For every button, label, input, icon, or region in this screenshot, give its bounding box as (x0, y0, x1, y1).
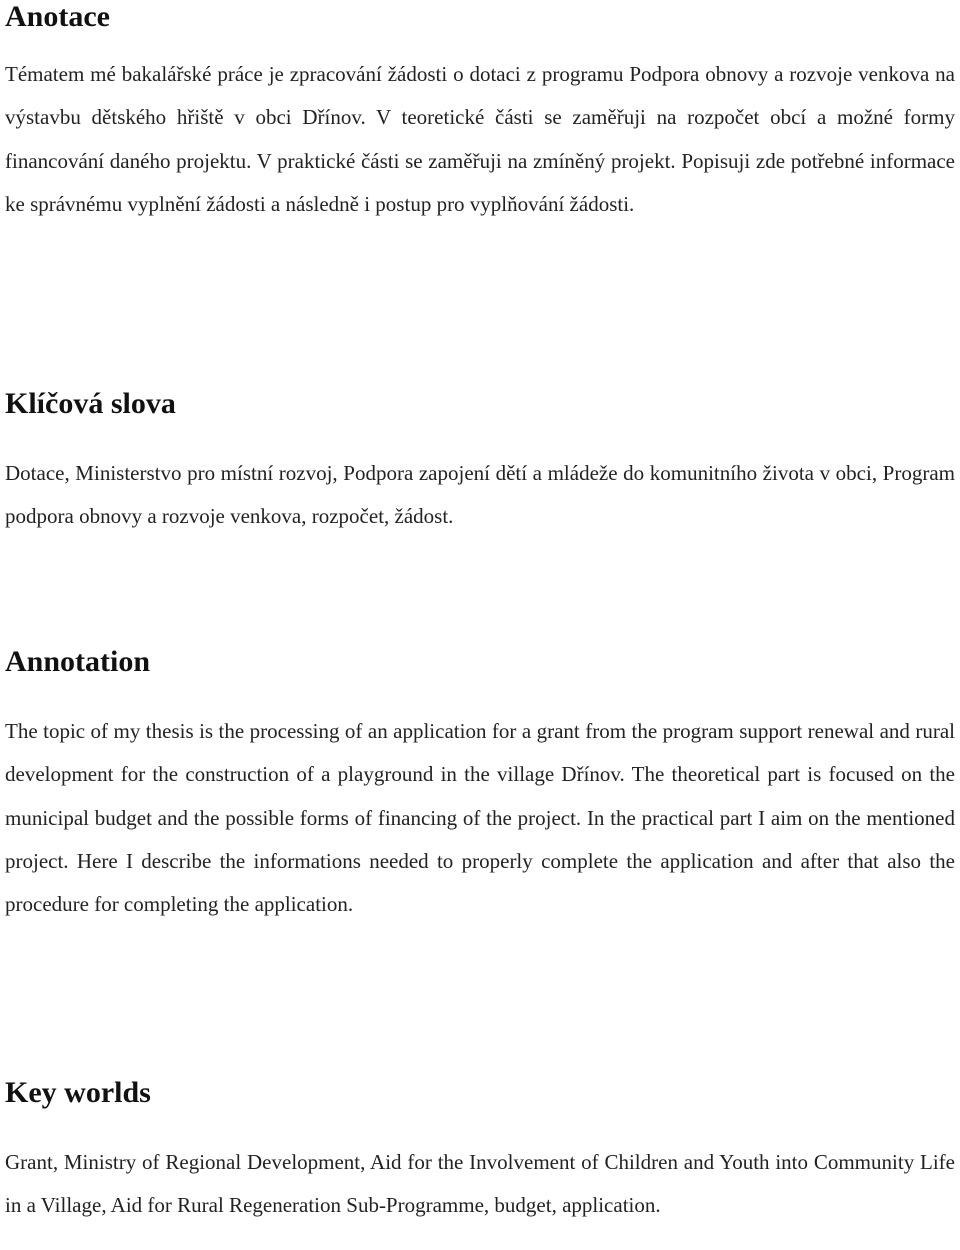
anotace-text: Tématem mé bakalářské práce je zpracování žádosti o dotaci z programu Podpora obnovy a rozvoje venkova na výstavbu dětského hřiště v obci Dřínov. V teoretické části se zaměřuji na rozpočet obcí a možné formy financování daného projektu. V praktické části se zaměřuji na zmíněný projekt. Popisuji zde potřebné informace ke správnému vyplnění žádosti a následně i postup pro vyplňování žádosti. (5, 62, 955, 216)
anotace-section (5, 0, 955, 226)
key-worlds-heading: Key worlds (5, 1076, 151, 1109)
klicova-slova-heading: Klíčová slova (5, 387, 176, 420)
key-worlds-text: Grant, Ministry of Regional Development, Aid for the Involvement of Children and Youth into Community Life in a Village, Aid for Rural Regeneration Sub-Programme, budget, application. (5, 1150, 955, 1218)
anotace-heading: Anotace (5, 0, 110, 33)
key-worlds-section (5, 1076, 955, 1228)
annotation-text: The topic of my thesis is the processing of an application for a grant from the program support renewal and rural development for the construction of a playground in the village Dřínov. The theoretical part is focused on the municipal budget and the possible forms of financing of the project. In the practical part I aim on the mentioned project. Here I describe the informations needed to properly complete the application and after that also the procedure for completing the application. (5, 719, 955, 917)
annotation-heading: Annotation (5, 645, 151, 678)
klicova-slova-section (5, 387, 955, 539)
klicova-slova-text: Dotace, Ministerstvo pro místní rozvoj, Podpora zapojení dětí a mládeže do komunitního života v obci, Program podpora obnovy a rozvoje venkova, rozpočet, žádost. (5, 461, 955, 529)
annotation-section (5, 645, 955, 926)
